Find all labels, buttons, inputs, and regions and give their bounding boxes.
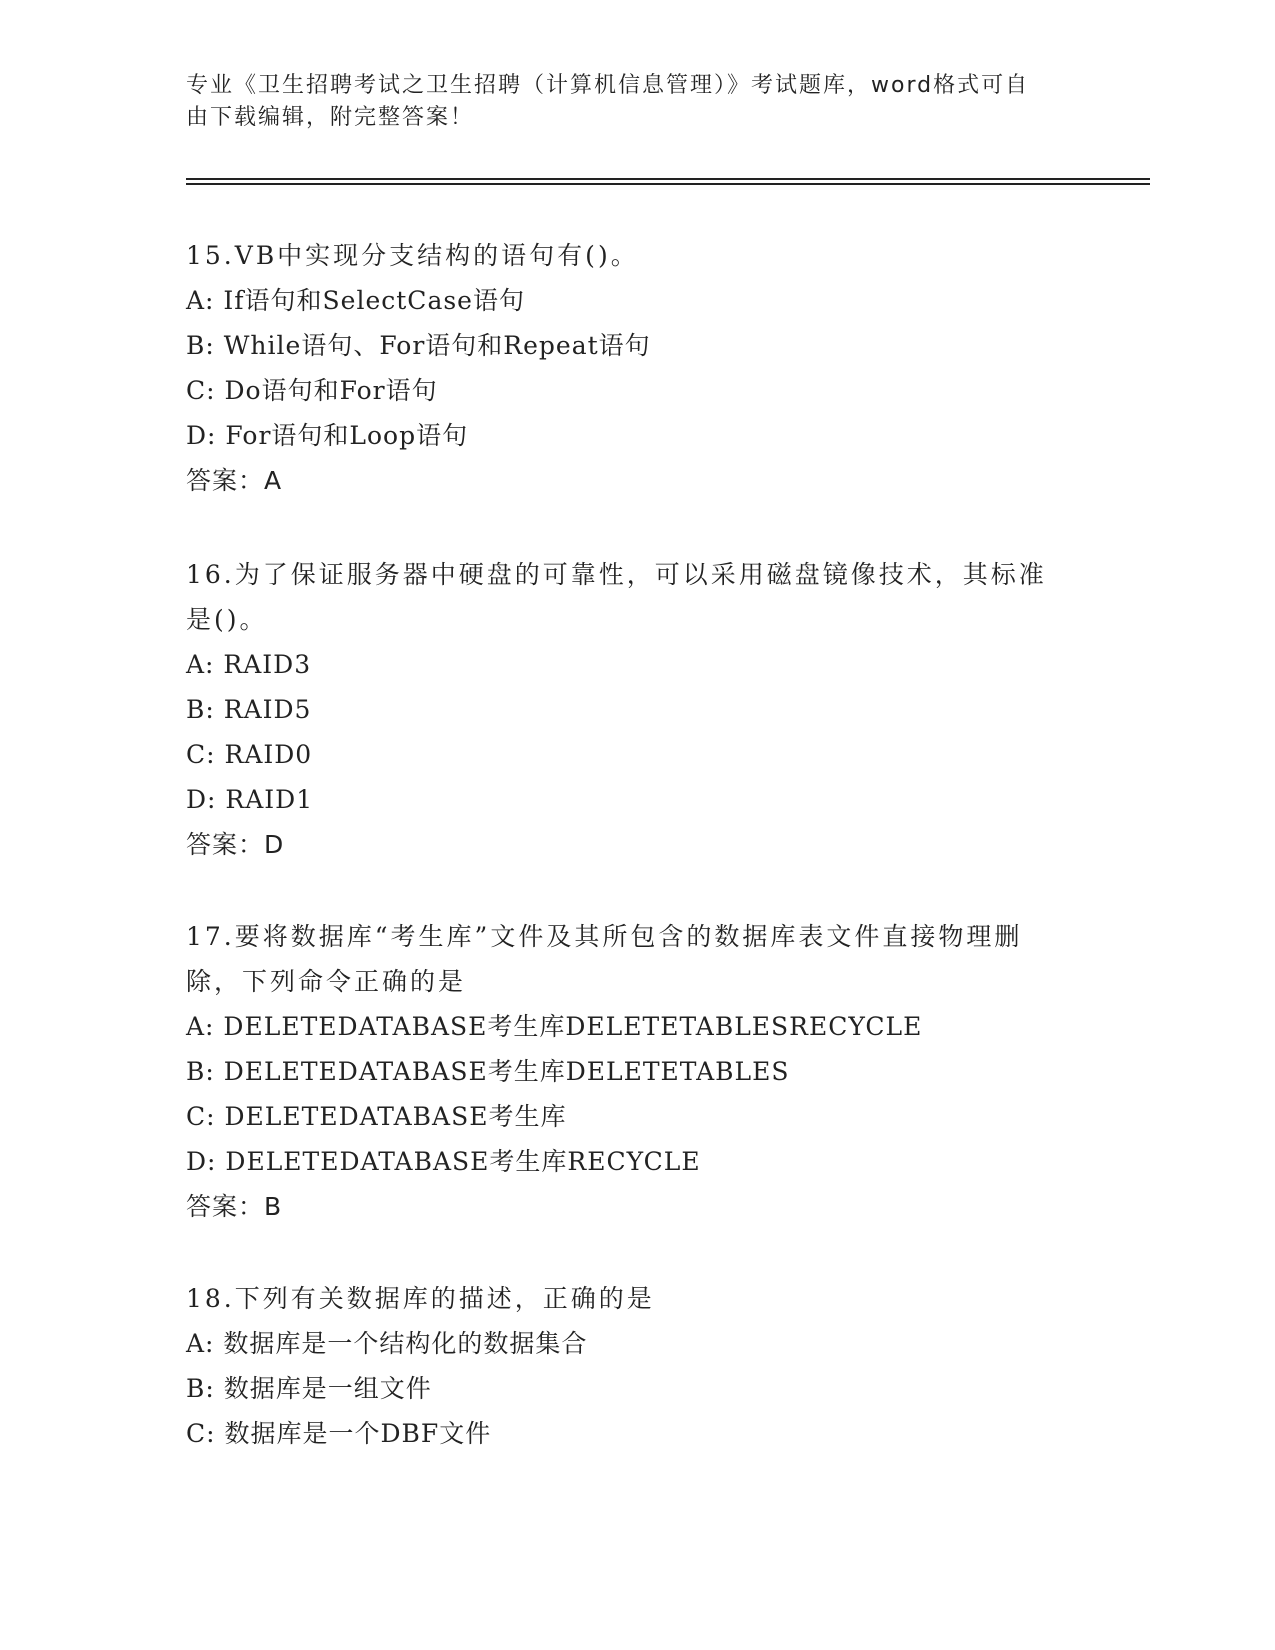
question-16-stem-line-1: 16.为了保证服务器中硬盘的可靠性，可以采用磁盘镜像技术，其标准: [186, 560, 1047, 589]
question-15-option-a: A: If语句和SelectCase语句: [186, 286, 525, 315]
question-17-option-b: B: DELETEDATABASE考生库DELETETABLES: [186, 1057, 790, 1086]
question-16: [186, 552, 1086, 868]
question-17-option-d: D: DELETEDATABASE考生库RECYCLE: [186, 1147, 701, 1176]
question-15: [186, 233, 1086, 504]
question-15-option-d: D: For语句和Loop语句: [186, 421, 469, 450]
question-15-stem: 15.VB中实现分支结构的语句有()。: [186, 241, 639, 270]
question-16-stem-line-2: 是()。: [186, 605, 268, 634]
header-divider-top: [186, 178, 1150, 180]
question-18-option-a: A: 数据库是一个结构化的数据集合: [186, 1329, 588, 1358]
header-divider-bottom: [186, 183, 1150, 185]
question-17-answer: 答案：B: [186, 1192, 283, 1221]
question-15-option-b: B: While语句、For语句和Repeat语句: [186, 331, 651, 360]
question-17: [186, 914, 1086, 1230]
question-16-option-d: D: RAID1: [186, 785, 314, 814]
question-18: [186, 1276, 1086, 1456]
question-16-option-a: A: RAID3: [186, 650, 312, 679]
header-line-2: 由下载编辑，附完整答案！: [186, 105, 475, 130]
question-18-option-b: B: 数据库是一组文件: [186, 1374, 432, 1403]
question-16-option-c: C: RAID0: [186, 740, 313, 769]
question-17-option-c: C: DELETEDATABASE考生库: [186, 1102, 567, 1131]
document-header: [186, 70, 1066, 134]
question-17-option-a: A: DELETEDATABASE考生库DELETETABLESRECYCLE: [186, 1012, 923, 1041]
question-16-option-b: B: RAID5: [186, 695, 312, 724]
question-15-answer: 答案：A: [186, 466, 283, 495]
question-16-answer: 答案：D: [186, 830, 285, 859]
question-17-stem-line-2: 除，下列命令正确的是: [186, 967, 467, 996]
question-18-option-c: C: 数据库是一个DBF文件: [186, 1419, 492, 1448]
question-18-stem: 18.下列有关数据库的描述，正确的是: [186, 1284, 655, 1313]
question-17-stem-line-1: 17.要将数据库“考生库”文件及其所包含的数据库表文件直接物理删: [186, 922, 1023, 951]
header-line-1: 专业《卫生招聘考试之卫生招聘（计算机信息管理）》考试题库，word格式可自: [186, 73, 1030, 98]
question-15-option-c: C: Do语句和For语句: [186, 376, 438, 405]
